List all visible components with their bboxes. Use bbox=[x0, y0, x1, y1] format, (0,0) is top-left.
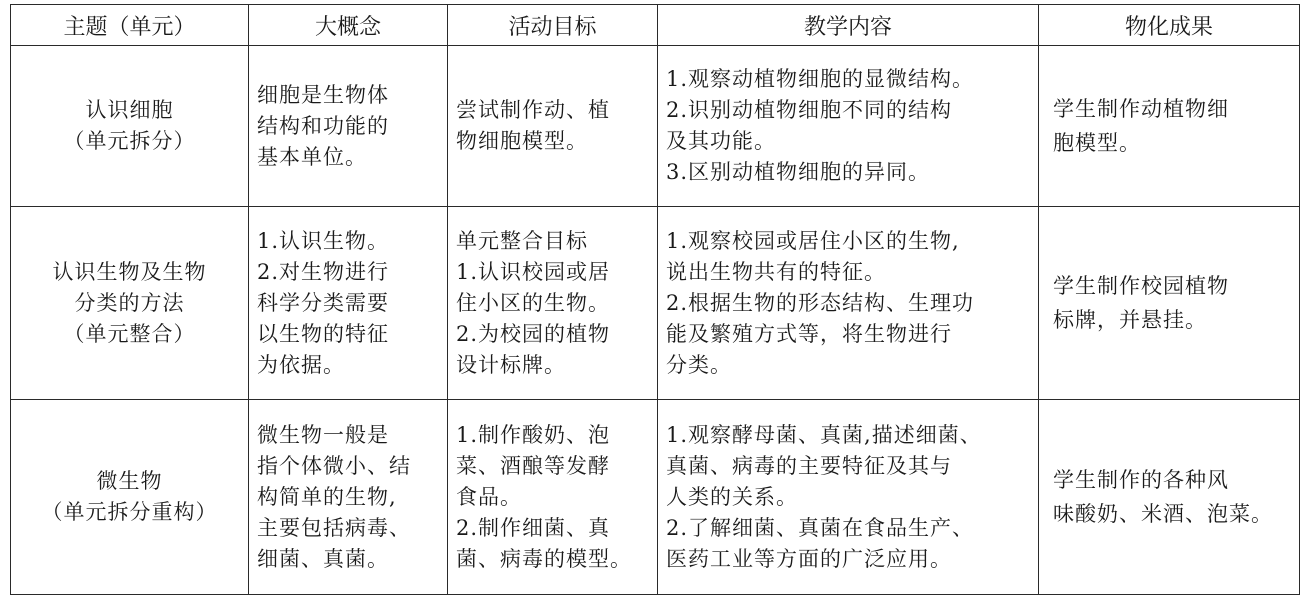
topic-line: 认识细胞 bbox=[85, 98, 174, 122]
content-line: 医药工业等方面的广泛应用。 bbox=[666, 546, 952, 571]
goal-cell bbox=[448, 46, 658, 207]
content-line: 分类。 bbox=[666, 352, 732, 377]
concept-line: 构简单的生物, bbox=[257, 484, 397, 509]
content-line: 3.区别动植物细胞的异同。 bbox=[666, 160, 931, 184]
concept-cell bbox=[249, 46, 448, 207]
product-line: 学生制作校园植物 bbox=[1053, 274, 1229, 298]
concept-line: 为依据。 bbox=[257, 352, 345, 377]
table-row bbox=[11, 207, 1300, 400]
concept-cell bbox=[249, 207, 448, 400]
product-line: 标牌，并悬挂。 bbox=[1053, 308, 1207, 332]
header-content: 教学内容 bbox=[658, 5, 1039, 46]
header-topic: 主题（单元） bbox=[11, 5, 249, 46]
concept-cell bbox=[249, 400, 448, 595]
goal-line: 住小区的生物。 bbox=[456, 290, 610, 315]
product-line: 学生制作的各种风 bbox=[1053, 468, 1229, 492]
concept-line: 主要包括病毒、 bbox=[257, 515, 411, 540]
topic-cell bbox=[11, 46, 249, 207]
content-line: 人类的关系。 bbox=[666, 484, 798, 509]
topic-cell bbox=[11, 400, 249, 595]
goal-line: 尝试制作动、植 bbox=[456, 98, 610, 122]
table-row bbox=[11, 46, 1300, 207]
content-line: 2.根据生物的形态结构、生理功 bbox=[666, 290, 975, 315]
product-line: 学生制作动植物细 bbox=[1053, 97, 1229, 121]
product-line: 胞模型。 bbox=[1053, 131, 1141, 155]
header-goal: 活动目标 bbox=[448, 5, 658, 46]
table-row bbox=[11, 400, 1300, 595]
goal-cell bbox=[448, 207, 658, 400]
content-line: 真菌、病毒的主要特征及其与 bbox=[666, 453, 952, 478]
concept-line: 基本单位。 bbox=[257, 144, 367, 169]
curriculum-table bbox=[10, 4, 1300, 595]
product-cell bbox=[1039, 46, 1300, 207]
goal-line: 食品。 bbox=[456, 484, 522, 509]
goal-line: 单元整合目标 bbox=[456, 228, 588, 253]
goal-line: 1.认识校园或居 bbox=[456, 259, 611, 284]
content-line: 1.观察酵母菌、真菌,描述细菌、 bbox=[666, 422, 982, 447]
concept-line: 细菌、真菌。 bbox=[257, 546, 389, 571]
concept-line: 2.对生物进行 bbox=[257, 259, 390, 284]
content-line: 1.观察校园或居住小区的生物, bbox=[666, 228, 960, 253]
concept-line: 以生物的特征 bbox=[257, 321, 389, 346]
goal-line: 1.制作酸奶、泡 bbox=[456, 422, 611, 447]
topic-line: 微生物 bbox=[96, 469, 163, 493]
product-cell bbox=[1039, 400, 1300, 595]
content-line: 2.识别动植物细胞不同的结构 bbox=[666, 98, 953, 122]
concept-line: 1.认识生物。 bbox=[257, 228, 390, 253]
goal-line: 菜、酒酿等发酵 bbox=[456, 453, 610, 478]
concept-line: 细胞是生物体 bbox=[257, 82, 389, 107]
goal-line: 物细胞模型。 bbox=[456, 129, 588, 153]
goal-cell bbox=[448, 400, 658, 595]
goal-line: 菌、病毒的模型。 bbox=[456, 546, 632, 571]
content-line: 2.了解细菌、真菌在食品生产、 bbox=[666, 515, 975, 540]
table-header-row bbox=[11, 5, 1300, 46]
content-line: 1.观察动植物细胞的显微结构。 bbox=[666, 67, 975, 91]
concept-line: 指个体微小、结 bbox=[257, 453, 411, 478]
content-line: 能及繁殖方式等，将生物进行 bbox=[666, 321, 952, 346]
topic-line: 分类的方法 bbox=[74, 290, 185, 315]
content-cell bbox=[658, 400, 1039, 595]
content-line: 说出生物共有的特征。 bbox=[666, 259, 886, 284]
product-cell bbox=[1039, 207, 1300, 400]
goal-line: 2.为校园的植物 bbox=[456, 321, 611, 346]
topic-line: （单元拆分重构） bbox=[41, 500, 218, 524]
product-line: 味酸奶、米酒、泡菜。 bbox=[1053, 502, 1273, 526]
topic-cell bbox=[11, 207, 249, 400]
concept-line: 科学分类需要 bbox=[257, 290, 389, 315]
header-concept: 大概念 bbox=[249, 5, 448, 46]
goal-line: 2.制作细菌、真 bbox=[456, 515, 611, 540]
header-product: 物化成果 bbox=[1039, 5, 1300, 46]
content-cell bbox=[658, 46, 1039, 207]
concept-line: 结构和功能的 bbox=[257, 113, 389, 138]
topic-line: （单元拆分） bbox=[63, 129, 196, 153]
topic-line: （单元整合） bbox=[63, 321, 196, 346]
topic-line: 认识生物及生物 bbox=[52, 259, 207, 284]
content-cell bbox=[658, 207, 1039, 400]
goal-line: 设计标牌。 bbox=[456, 352, 566, 377]
concept-line: 微生物一般是 bbox=[257, 422, 389, 447]
content-line: 及其功能。 bbox=[666, 129, 776, 153]
